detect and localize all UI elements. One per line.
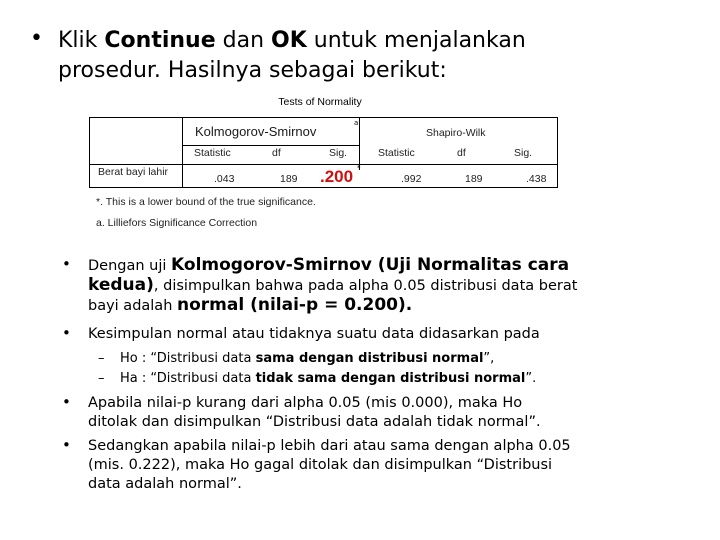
sw-statistic-value: .992 bbox=[401, 173, 422, 185]
sw-header: Shapiro-Wilk bbox=[426, 127, 486, 139]
table-note-1: *. This is a lower bound of the true significance. bbox=[96, 196, 316, 208]
ks-header: Kolmogorov-Smirnov bbox=[195, 124, 317, 139]
title-bullet: • bbox=[30, 26, 43, 51]
ks-df-value: 189 bbox=[280, 173, 298, 185]
normality-table bbox=[89, 117, 558, 188]
bullet-1-marker: • bbox=[62, 255, 71, 273]
table-note-2: a. Lilliefors Significance Correction bbox=[96, 217, 258, 229]
bullet-4: Sedangkan apabila nilai-p lebih dari atau sama dengan alpha 0.05 (mis. 0.222), maka Ho gagal ditolak dan disimpulkan “Distribusi data adalah normal”. bbox=[88, 438, 571, 492]
sub-bullet-ho: Ho : “Distribusi data sama dengan distribusi normal”, bbox=[120, 351, 495, 366]
bullet-2: Kesimpulan normal atau tidaknya suatu data didasarkan pada bbox=[88, 326, 540, 342]
bullet-4-marker: • bbox=[62, 436, 71, 454]
col-header-df-ks: df bbox=[272, 147, 281, 159]
ks-statistic-value: .043 bbox=[214, 173, 235, 185]
slide-title: Klik Continue dan OK untuk menjalankan prosedur. Hasilnya sebagai berikut: bbox=[58, 28, 526, 83]
ks-sig-value: .200 bbox=[320, 167, 354, 186]
continue-keyword: Continue bbox=[104, 28, 216, 53]
sub-bullet-2-marker: – bbox=[98, 371, 105, 386]
bullet-1: Dengan uji Kolmogorov-Smirnov (Uji Normalitas cara kedua), disimpulkan bahwa pada alpha 0.05 distribusi data berat bayi adalah normal (nilai-p = 0.200). bbox=[88, 255, 578, 315]
col-header-df-sw: df bbox=[457, 147, 466, 159]
sw-df-value: 189 bbox=[465, 173, 483, 185]
col-header-sig-sw: Sig. bbox=[514, 147, 533, 159]
col-header-statistic-ks: Statistic bbox=[194, 147, 231, 159]
ok-keyword: OK bbox=[271, 28, 307, 53]
col-header-sig-ks: Sig. bbox=[329, 147, 348, 159]
ks-superscript: a bbox=[354, 119, 359, 127]
sub-bullet-1-marker: – bbox=[98, 351, 105, 366]
row-label: Berat bayi lahir bbox=[98, 166, 169, 178]
table-title: Tests of Normality bbox=[278, 96, 362, 108]
sw-sig-value: .438 bbox=[526, 173, 547, 185]
sub-bullet-ha: Ha : “Distribusi data tidak sama dengan distribusi normal”. bbox=[120, 371, 537, 386]
bullet-2-marker: • bbox=[62, 324, 71, 342]
sig-superscript: * bbox=[357, 164, 361, 172]
col-header-statistic-sw: Statistic bbox=[378, 147, 415, 159]
bullet-3: Apabila nilai-p kurang dari alpha 0.05 (mis 0.000), maka Ho ditolak dan disimpulkan “Distribusi data adalah tidak normal”. bbox=[88, 395, 541, 430]
bullet-3-marker: • bbox=[62, 393, 71, 411]
